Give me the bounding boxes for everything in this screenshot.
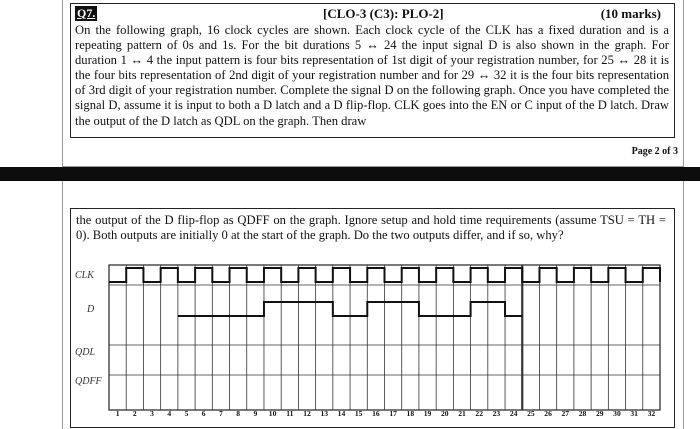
question-frame-bottom [70,208,675,428]
signal-label-qdl: QDL [75,347,96,358]
bit-number: 3 [150,409,154,418]
bit-number: 26 [544,409,552,418]
bit-number: 1 [115,409,120,418]
bit-number: 6 [201,409,206,418]
question-paragraph-1: On the following graph, 16 clock cycles are shown. Each clock cycle of the CLK has a fixed duration and is a repeating pattern of 0s and 1s. For the bit durations 5 ↔ 24 the input signal D is also shown in the graph. For duration 1 ↔ 4 the input pattern is four bits representation of 1st digit of your registration number, for 25 ↔ 28 it is the four bits representation of 2nd digit of your registration number and for 29 ↔ 32 it is the four bits representation of 3rd digit of your registration number. Complete the signal D on the following graph. Once you have completed the signal D, assume it is input to both a D latch and a D flip-flop. CLK goes into the EN or C input of the D latch. Draw the output of the D latch as QDL on the graph. Then draw [75,23,669,128]
bit-number: 17 [389,409,397,418]
bit-number: 11 [286,409,294,418]
bit-number: 20 [440,409,449,418]
question-header [75,6,671,22]
bit-number: 7 [219,409,223,418]
page-number: Page 2 of 3 [631,146,678,157]
bit-number: 13 [320,409,329,418]
question-number: Q7. [77,6,96,20]
question-frame-top [70,3,675,138]
bit-number: 24 [509,409,518,418]
bit-number: 2 [132,409,137,418]
bit-number: 8 [236,409,241,418]
question-paragraph-2: the output of the D flip-flop as QDFF on the graph. Ignore setup and hold time requirements (assume TSU = TH = 0). Both outputs are initially 0 at the start of the graph. Do the two outputs differ, and if so, why? [76,213,666,243]
bit-number: 29 [595,409,604,418]
bit-number: 30 [613,409,621,418]
bit-number: 16 [372,409,380,418]
bit-number: 31 [630,409,638,418]
question-text-part1 [75,23,669,129]
bit-number: 27 [561,409,570,418]
bit-number: 22 [475,409,483,418]
clo-label: [CLO-3 (C3): PLO-2] [323,6,444,21]
timing-diagram[interactable] [71,209,674,427]
page-gap [0,167,700,181]
marks-label: (10 marks) [600,6,661,21]
bit-number: 18 [406,409,415,418]
bit-number: 23 [492,409,501,418]
bit-number: 5 [184,409,189,418]
signal-label-qdff: QDFF [75,376,102,387]
bit-number: 9 [253,409,258,418]
bit-number: 25 [527,409,535,418]
bit-number: 15 [354,409,363,418]
bit-number: 19 [423,409,432,418]
bit-number: 28 [578,409,587,418]
bit-number: 21 [458,409,466,418]
signal-label-clk: CLK [75,270,94,281]
bit-number: 4 [167,409,172,418]
bit-number: 14 [337,409,346,418]
signal-label-d: D [87,304,95,315]
bit-number: 12 [303,409,311,418]
bit-number: 10 [268,409,277,418]
bit-number: 32 [647,409,656,418]
